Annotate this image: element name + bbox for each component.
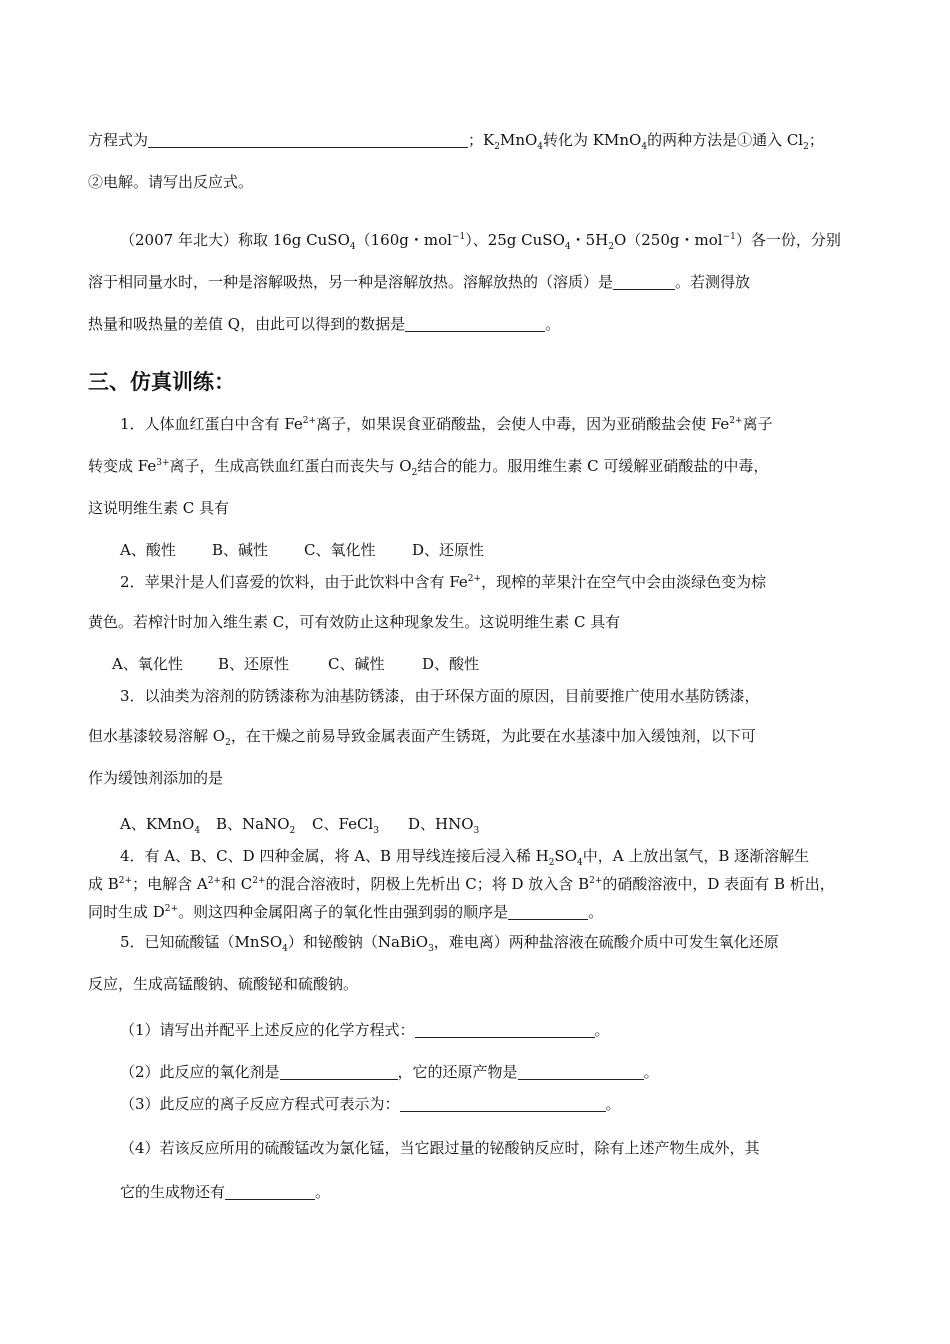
subscript: 4 — [641, 142, 648, 152]
q3-option-c[interactable]: C、FeCl$_3$ — [312, 815, 379, 836]
q1-option-a[interactable]: A、酸性 — [120, 541, 176, 559]
q2-option-b[interactable]: B、还原性 — [218, 655, 290, 673]
pku-line-1 — [120, 230, 841, 250]
equation-line — [88, 130, 824, 150]
text: 的硝酸溶液中，D 表面有 B 析出， — [602, 875, 835, 893]
text: ；电解含 A — [132, 875, 208, 893]
text: 结合的能力。服用维生素 C 可缓解亚硝酸盐的中毒， — [417, 457, 769, 475]
text: 它的生成物还有 — [120, 1183, 226, 1201]
text: SO — [554, 847, 577, 865]
text: 。则这四种金属阳离子的氧化性由强到弱的顺序是 — [178, 903, 509, 921]
superscript: 2+ — [589, 876, 603, 886]
text: 2．苹果汁是人们喜爱的饮料，由于此饮料中含有 Fe — [120, 573, 468, 591]
q1-option-c[interactable]: C、氧化性 — [304, 541, 376, 559]
subscript: 2 — [494, 142, 500, 152]
q5-part-1 — [120, 1020, 610, 1040]
text: （2）此反应的氧化剂是 — [120, 1063, 280, 1081]
text: ，它的还原产物是 — [397, 1063, 518, 1081]
superscript: 2+ — [302, 416, 317, 426]
subscript: 2 — [548, 858, 555, 868]
text: （2007 年北大）称取 16g CuSO — [120, 231, 350, 249]
text: 的混合溶液时，阴极上先析出 C；将 D 放入含 B — [265, 875, 590, 893]
text: 热量和吸热量的差值 Q，由此可以得到的数据是 — [88, 315, 406, 333]
text: ，难电离）两种盐溶液在硫酸介质中可发生氧化还原 — [433, 933, 779, 951]
answer-blank[interactable] — [225, 1183, 315, 1200]
text: ； — [808, 131, 824, 149]
superscript: −1 — [722, 232, 736, 242]
q2-line-1 — [120, 572, 766, 592]
subscript: 4 — [282, 944, 288, 954]
text: 中，A 上放出氢气，B 逐渐溶解生 — [582, 847, 810, 865]
superscript: 2+ — [207, 876, 221, 886]
text: 转化为 KMnO — [543, 131, 642, 149]
answer-blank[interactable] — [405, 315, 545, 332]
answer-blank[interactable] — [518, 1063, 644, 1080]
q2-options — [112, 654, 479, 674]
text: MnO — [499, 131, 538, 149]
text: （3）此反应的离子反应方程式可表示为： — [120, 1095, 400, 1113]
q1-line-1 — [120, 414, 773, 434]
q1-options — [120, 540, 484, 560]
q5-part-4: （4）若该反应所用的硫酸锰改为氯化锰，当它跟过量的铋酸钠反应时，除有上述产物生成外，其 — [120, 1139, 760, 1157]
text: ，在干燥之前易导致金属表面产生锈斑，为此要在水基漆中加入缓蚀剂，以下可 — [230, 727, 756, 745]
answer-blank[interactable] — [415, 1021, 595, 1038]
answer-blank[interactable] — [280, 1063, 398, 1080]
q4-line-2 — [88, 874, 835, 894]
text: ）和铋酸钠（NaBiO — [287, 933, 429, 951]
text: ）各一份，分别 — [735, 231, 841, 249]
answer-blank[interactable] — [148, 131, 468, 148]
text: 1．人体血红蛋白中含有 Fe — [120, 415, 303, 433]
q3-line-1: 3．以油类为溶剂的防锈漆称为油基防锈漆，由于环保方面的原因，目前要推广使用水基防锈漆， — [120, 687, 760, 705]
subscript: 3 — [428, 944, 434, 954]
subscript: 2 — [225, 738, 231, 748]
answer-blank[interactable] — [613, 273, 675, 290]
subscript: 4 — [577, 858, 583, 868]
superscript: 2+ — [118, 876, 133, 886]
text: （1）请写出并配平上述反应的化学方程式： — [120, 1021, 415, 1039]
text: 离子，生成高铁血红蛋白而丧失与 O — [169, 457, 412, 475]
q3-options — [120, 814, 479, 834]
text: 离子 — [742, 415, 773, 433]
q3-line-3: 作为缓蚀剂添加的是 — [88, 769, 224, 787]
text: 。 — [315, 1183, 331, 1201]
superscript: 2+ — [467, 574, 482, 584]
text-line: ②电解。请写出反应式。 — [88, 173, 254, 191]
q4-line-3 — [88, 902, 603, 922]
subscript: 4 — [349, 242, 356, 252]
superscript: −1 — [451, 232, 466, 242]
subscript: 2 — [803, 142, 809, 152]
q1-option-b[interactable]: B、碱性 — [212, 541, 269, 559]
q2-line-2: 黄色。若榨汁时加入维生素 C，可有效防止这种现象发生。这说明维生素 C 具有 — [88, 613, 621, 631]
subscript: 2 — [411, 468, 418, 478]
q3-option-a[interactable]: A、KMnO$_4$ — [120, 815, 201, 836]
text: 同时生成 D — [88, 903, 165, 921]
text: 和 C — [220, 875, 253, 893]
text: O（250g・mol — [613, 231, 723, 249]
text: 。若测得放 — [675, 273, 751, 291]
q2-option-d[interactable]: D、酸性 — [422, 655, 480, 673]
text: ，现榨的苹果汁在空气中会由淡绿色变为棕 — [481, 573, 767, 591]
subscript: 2 — [608, 242, 614, 252]
text: ）、25g CuSO — [465, 231, 565, 249]
text: 溶于相同量水时，一种是溶解吸热，另一种是溶解放热。溶解放热的（溶质）是 — [88, 273, 614, 291]
q5-line-1 — [120, 932, 779, 952]
superscript: 2+ — [729, 416, 743, 426]
q5-part-2 — [120, 1062, 659, 1082]
subscript: 4 — [564, 242, 571, 252]
text: 。 — [588, 903, 604, 921]
q1-option-d[interactable]: D、还原性 — [412, 541, 485, 559]
superscript: 2+ — [252, 876, 266, 886]
text: 转变成 Fe — [88, 457, 157, 475]
superscript: 2+ — [164, 904, 179, 914]
section-title: 三、仿真训练： — [88, 370, 235, 394]
text: 的两种方法是①通入 Cl — [647, 131, 804, 149]
text: 4．有 A、B、C、D 四种金属，将 A、B 用导线连接后浸入稀 H — [120, 847, 549, 865]
answer-blank[interactable] — [508, 903, 588, 920]
text: 5．已知硫酸锰（MnSO — [120, 933, 283, 951]
text: 。 — [594, 1021, 610, 1039]
text: 。 — [545, 315, 561, 333]
q2-option-a[interactable]: A、氧化性 — [112, 655, 183, 673]
answer-blank[interactable] — [400, 1095, 606, 1112]
q3-line-2 — [88, 726, 756, 746]
q5-line-2: 反应，生成高锰酸钠、硫酸铋和硫酸钠。 — [88, 975, 359, 993]
text: 但水基漆较易溶解 O — [88, 727, 226, 745]
pku-line-3 — [88, 314, 560, 334]
text: 离子，如果误食亚硝酸盐，会使人中毒，因为亚硝酸盐会使 Fe — [316, 415, 730, 433]
q1-line-2 — [88, 456, 768, 476]
text: 。 — [605, 1095, 621, 1113]
q5-part-3 — [120, 1094, 621, 1114]
text: 成 B — [88, 875, 119, 893]
q5-part-5 — [120, 1182, 330, 1202]
text: （160g・mol — [355, 231, 452, 249]
q3-option-b[interactable]: B、NaNO$_2$ — [216, 815, 296, 836]
q4-line-1 — [120, 846, 809, 866]
superscript: 3+ — [156, 458, 170, 468]
pku-line-2 — [88, 272, 750, 292]
q1-line-3: 这说明维生素 C 具有 — [88, 499, 230, 517]
text: 方程式为 — [88, 131, 149, 149]
q2-option-c[interactable]: C、碱性 — [328, 655, 385, 673]
text: ；K — [468, 131, 495, 149]
subscript: 4 — [537, 142, 544, 152]
text: ・5H — [570, 231, 609, 249]
q3-option-d[interactable]: D、$HNO_3$ — [408, 815, 480, 836]
text: 。 — [643, 1063, 659, 1081]
